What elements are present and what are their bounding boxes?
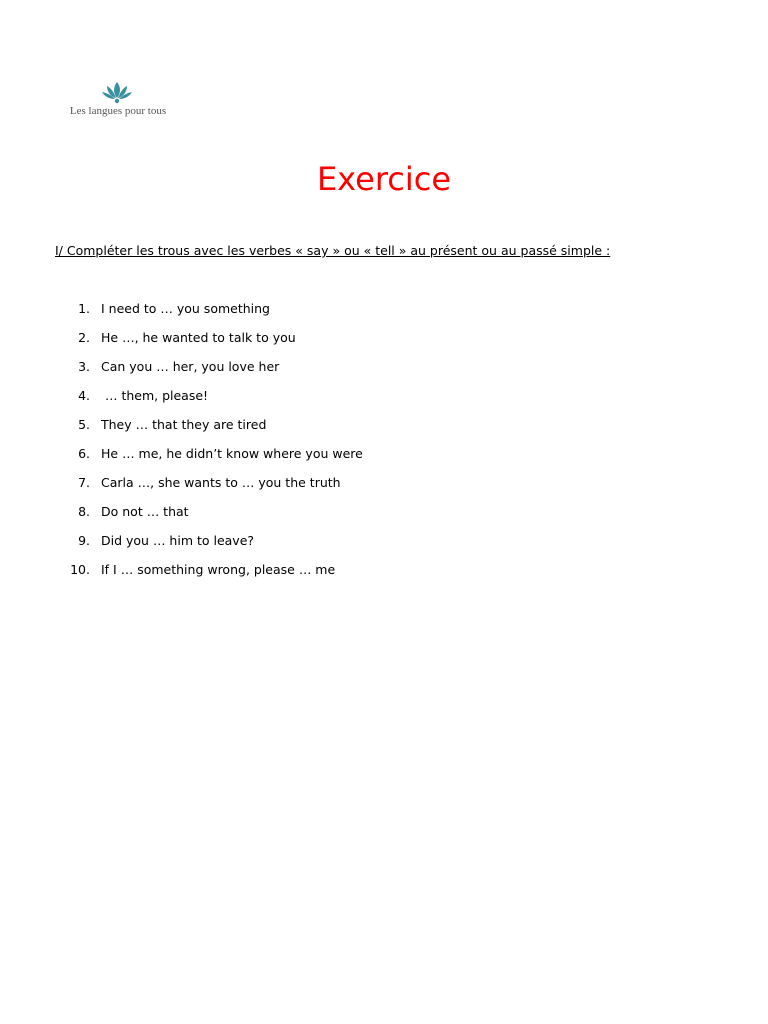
- item-number: 2.: [78, 330, 90, 345]
- item-text: He …, he wanted to talk to you: [101, 330, 296, 345]
- item-text: I need to … you something: [101, 301, 270, 316]
- item-text: … them, please!: [101, 388, 209, 403]
- item-text: Can you … her, you love her: [101, 359, 280, 374]
- exercise-list: [0, 300, 768, 590]
- list-item: [0, 474, 768, 503]
- item-number: 8.: [78, 504, 90, 519]
- list-item: [0, 503, 768, 532]
- list-item: [0, 445, 768, 474]
- item-text: Did you … him to leave?: [101, 533, 255, 548]
- logo: [58, 80, 176, 122]
- list-item: [0, 387, 768, 416]
- item-text: They … that they are tired: [101, 417, 267, 432]
- list-item: [0, 561, 768, 590]
- item-number: 1.: [78, 301, 90, 316]
- logo-text: Les langues pour tous: [69, 105, 167, 117]
- item-number: 7.: [78, 475, 90, 490]
- list-item: [0, 300, 768, 329]
- list-item: [0, 358, 768, 387]
- item-number: 9.: [78, 533, 90, 548]
- item-text: He … me, he didn’t know where you were: [101, 446, 363, 461]
- item-number: 3.: [78, 359, 90, 374]
- item-number: 6.: [78, 446, 90, 461]
- list-item: [0, 416, 768, 445]
- page-title: Exercice: [316, 160, 452, 198]
- exercise-instruction: I/ Compléter les trous avec les verbes « say » ou « tell » au présent ou au passé simple :: [55, 243, 611, 258]
- item-text: Do not … that: [101, 504, 189, 519]
- lotus-icon: [101, 80, 133, 106]
- item-text: If I … something wrong, please … me: [101, 562, 336, 577]
- item-text: Carla …, she wants to … you the truth: [101, 475, 341, 490]
- list-item: [0, 532, 768, 561]
- list-item: [0, 329, 768, 358]
- item-number: 5.: [78, 417, 90, 432]
- item-number: 10.: [70, 562, 90, 577]
- item-number: 4.: [78, 388, 90, 403]
